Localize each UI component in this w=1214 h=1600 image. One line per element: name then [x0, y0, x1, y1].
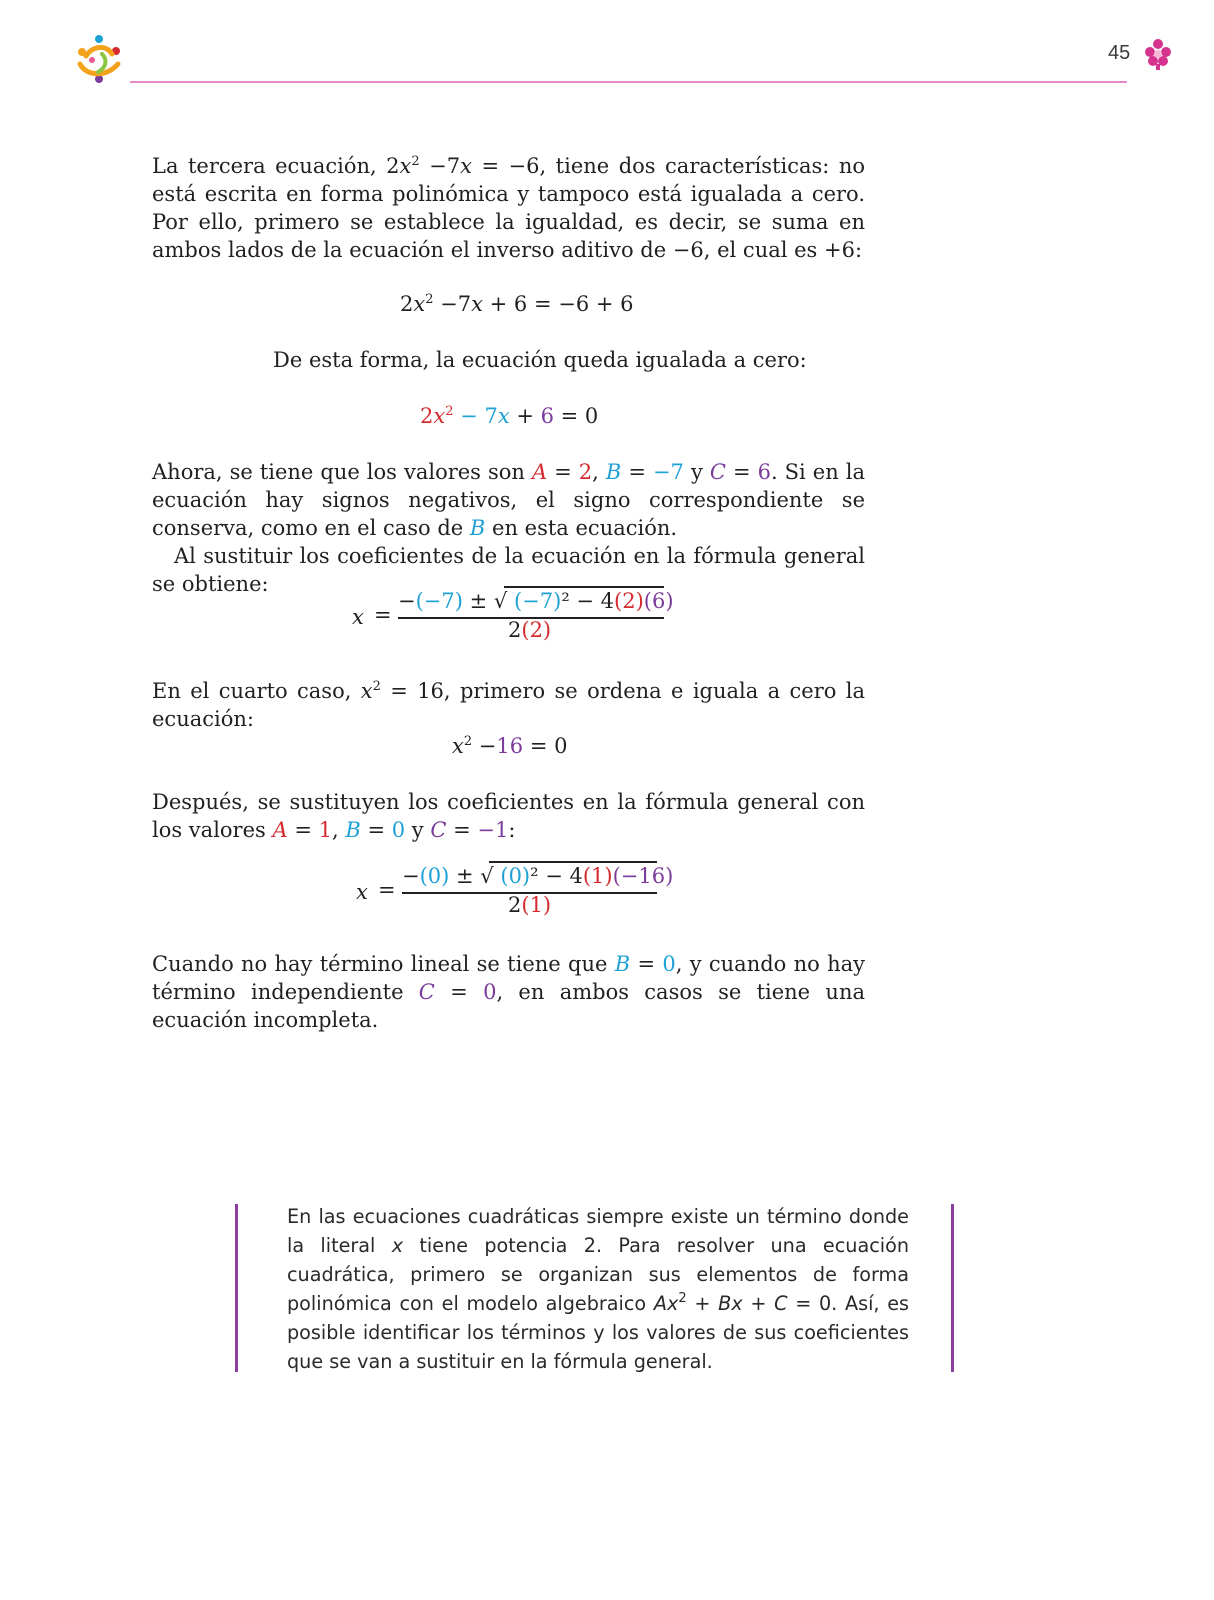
- paragraph-incomplete: Cuando no hay término lineal se tiene que B = 0, y cuando no hay término independiente C = 0, en ambos casos se tiene una ecuación incompleta.: [152, 952, 866, 1032]
- pink-flower-ornament-icon: [1144, 38, 1172, 70]
- paragraph-substitute: Al sustituir los coeficientes de la ecuación en la fórmula general se obtiene:: [152, 544, 865, 596]
- general-formula-1: x = −(−7) ± √ (−7)² − 4(2)(6) 2(2): [352, 585, 672, 645]
- paragraph-third-equation: La tercera ecuación, $2x^2 -7x = -6$, tiene dos características: no está escrita en forma polinómica y tampoco está igualada a cero. Por ello, primero se establece la igualdad, es decir, se suma en ambos lados de la ecuación el inverso aditivo de −6, el cual es +6:: [152, 154, 865, 262]
- paragraph-fourth-case: En el cuarto caso, $x^2 = 16$, primero se ordena e iguala a cero la ecuación:: [152, 679, 865, 731]
- equation-add-inverse: $2x^2 -7x + 6 = -6 + 6$: [400, 292, 634, 316]
- page-number: 45: [1108, 42, 1131, 64]
- paragraph-equal-zero: De esta forma, la ecuación queda igualada a cero:: [273, 348, 807, 372]
- paragraph-coefficient-values: Ahora, se tiene que los valores son A = 2, B = −7 y C = 6. Si en la ecuación hay signos negativos, el signo correspondiente se conserva, como en el caso de B en esta ecuación.: [152, 460, 865, 540]
- equation-equal-zero: $2x^2 - 7x + 6 = 0$: [420, 404, 599, 428]
- note-right-bar: [951, 1204, 954, 1372]
- note-left-bar: [235, 1204, 238, 1372]
- general-formula-2: x = −(0) ± √ (0)² − 4(1)(−16) 2(1): [356, 860, 666, 920]
- dancing-figures-logo-icon: [72, 34, 126, 84]
- paragraph-substitute-values: Después, se sustituyen los coeficientes en la fórmula general con los valores A = 1, B = 0 y C = −1:: [152, 790, 865, 842]
- note-box-text: En las ecuaciones cuadráticas siempre existe un término donde la literal x tiene potencia 2. Para resolver una ecuación cuadrática, primero se organizan sus elementos de forma polinómica con el modelo algebraico $Ax^2 + Bx + C = 0$. Así, es posible identificar los términos y los valores de sus coeficientes que se van a sustituir en la fórmula general.: [287, 1205, 910, 1373]
- header-rule: [130, 81, 1127, 83]
- equation-fourth-case: $x^2 -16 = 0$: [452, 734, 568, 758]
